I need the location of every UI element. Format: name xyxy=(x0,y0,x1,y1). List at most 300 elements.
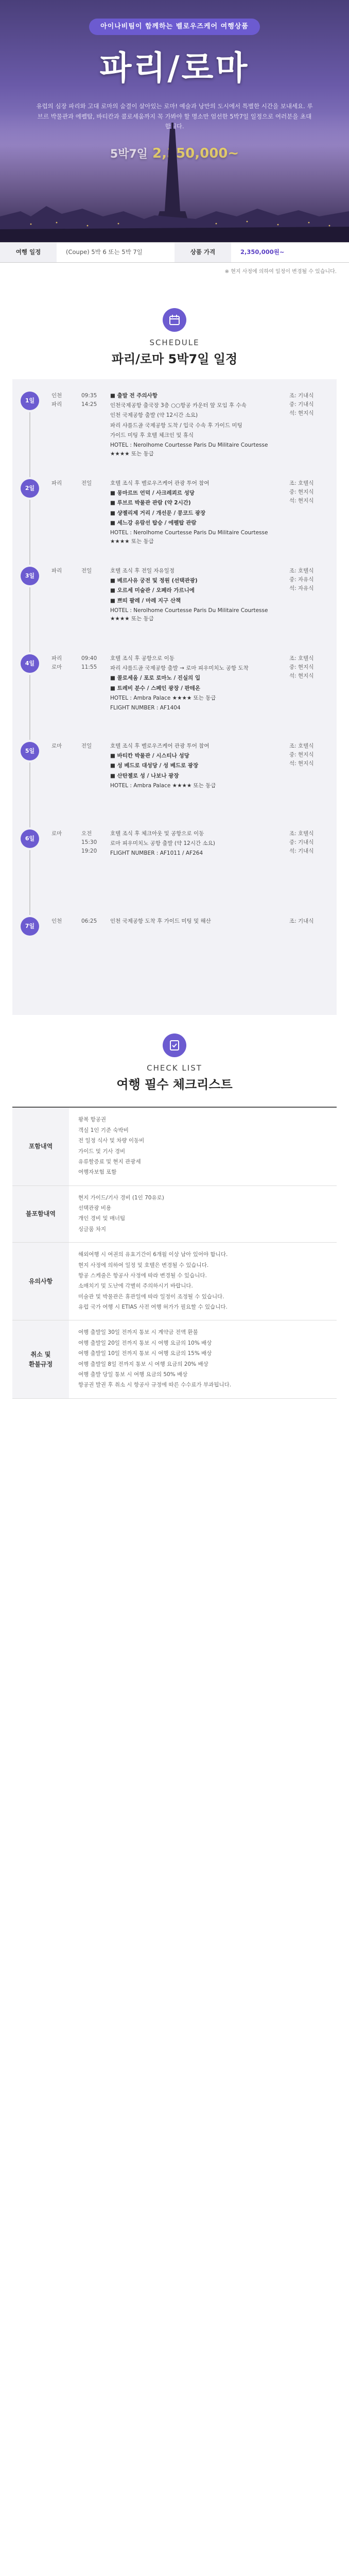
checklist-row xyxy=(12,1108,337,1185)
time-cell xyxy=(81,435,110,444)
day-times xyxy=(81,479,110,549)
place-cell xyxy=(51,759,81,768)
day-item xyxy=(12,742,337,812)
time-cell xyxy=(81,865,110,873)
day-times xyxy=(81,829,110,900)
place-cell xyxy=(51,794,81,803)
day-description xyxy=(110,917,289,987)
checklist-value xyxy=(69,1320,337,1398)
day-item xyxy=(12,829,337,900)
place-cell xyxy=(51,698,81,707)
place-cell xyxy=(51,681,81,689)
meal-cell xyxy=(289,418,328,427)
meal-cell xyxy=(289,856,328,865)
description-line: ■ 출발 전 주의사항 xyxy=(110,392,158,399)
meal-cell xyxy=(289,540,328,549)
checklist-table xyxy=(12,1107,337,1398)
description-line: HOTEL : Nerolhome Courtesse Paris Du Militaire Courtesse ★★★★ 또는 동급 xyxy=(110,530,268,545)
place-cell xyxy=(51,970,81,978)
place-cell xyxy=(51,488,81,497)
meal-cell xyxy=(289,532,328,540)
checklist-line: 가이드 및 기사 경비 xyxy=(78,1148,126,1155)
place-cell xyxy=(51,575,81,584)
day-badge xyxy=(21,567,51,637)
meal-cell xyxy=(289,427,328,435)
meal-cell xyxy=(289,453,328,462)
checklist-line: 미술관 및 박물관은 휴관일에 따라 일정이 조정될 수 있습니다. xyxy=(78,1293,224,1300)
meal-cell xyxy=(289,681,328,689)
meal-cell xyxy=(289,794,328,803)
time-cell xyxy=(81,575,110,584)
place-cell xyxy=(51,427,81,435)
checklist-line: 여행자보험 포함 xyxy=(78,1169,117,1176)
meal-cell: 석: 자유식 xyxy=(289,585,314,591)
description-line: HOTEL : Ambra Palace ★★★★ 또는 동급 xyxy=(110,695,216,701)
day-badge xyxy=(21,917,51,987)
time-cell xyxy=(81,497,110,505)
day-meals xyxy=(289,917,328,987)
time-cell xyxy=(81,873,110,882)
day-times xyxy=(81,742,110,812)
time-cell xyxy=(81,856,110,865)
meal-cell: 석: 현지식 xyxy=(289,760,314,767)
time-cell xyxy=(81,514,110,523)
day-times xyxy=(81,917,110,987)
meal-cell xyxy=(289,786,328,794)
description-line: 인천 국제공항 출발 (약 12시간 소요) xyxy=(110,412,198,419)
day-description xyxy=(110,654,289,724)
place-cell xyxy=(51,532,81,540)
place-cell xyxy=(51,611,81,619)
checklist-line: 선택관광 비용 xyxy=(78,1205,112,1211)
time-cell xyxy=(81,961,110,970)
time-cell: 14:25 xyxy=(81,401,97,408)
description-line: ■ 베르사유 궁전 및 정원 (선택관광) xyxy=(110,578,198,584)
place-cell xyxy=(51,497,81,505)
place-cell xyxy=(51,584,81,593)
checklist-line: 싱글룸 차지 xyxy=(78,1226,107,1232)
meal-cell: 중: 기내식 xyxy=(289,401,314,408)
day-item xyxy=(12,479,337,549)
checklist-label: 취소 및 환불규정 xyxy=(12,1320,69,1398)
time-cell xyxy=(81,978,110,987)
meal-cell xyxy=(289,689,328,698)
place-cell xyxy=(51,672,81,681)
time-cell xyxy=(81,952,110,961)
day-number: 7일 xyxy=(21,917,39,936)
checklist-label: 포함내역 xyxy=(12,1108,69,1185)
day-times xyxy=(81,654,110,724)
place-cell xyxy=(51,602,81,611)
time-cell: 15:30 xyxy=(81,839,97,845)
day-meals xyxy=(289,654,328,724)
day-item xyxy=(12,917,337,987)
city-skyline-illustration xyxy=(0,113,349,242)
day-description xyxy=(110,829,289,900)
description-line: ■ 몽마르뜨 언덕 / 사크레쾨르 성당 xyxy=(110,490,195,497)
day-description xyxy=(110,742,289,812)
place-cell xyxy=(51,882,81,891)
meal-cell xyxy=(289,619,328,628)
meal-cell: 조: 기내식 xyxy=(289,392,314,399)
place-cell: 로마 xyxy=(51,830,62,837)
meal-cell xyxy=(289,803,328,812)
description-line: ■ 트레비 분수 / 스페인 광장 / 판테온 xyxy=(110,685,201,691)
description-line: ■ 성 베드로 대성당 / 성 베드로 광장 xyxy=(110,762,199,769)
time-cell xyxy=(81,453,110,462)
meal-cell: 조: 호텔식 xyxy=(289,830,314,837)
trip-info-row xyxy=(0,242,349,263)
meal-cell xyxy=(289,935,328,943)
checklist-line: 여행 출발일 30일 전까지 통보 시 계약금 전액 환불 xyxy=(78,1329,198,1336)
description-line: HOTEL : Nerolhome Courtesse Paris Du Militaire Courtesse ★★★★ 또는 동급 xyxy=(110,442,268,457)
meal-cell: 석: 현지식 xyxy=(289,497,314,504)
day-description xyxy=(110,567,289,637)
meal-cell xyxy=(289,505,328,514)
place-cell xyxy=(51,777,81,786)
timeline-line xyxy=(29,762,30,827)
time-cell xyxy=(81,593,110,602)
meal-cell: 조: 기내식 xyxy=(289,918,314,924)
place-cell xyxy=(51,952,81,961)
place-cell xyxy=(51,523,81,532)
day-meals xyxy=(289,479,328,549)
description-line: 호텔 조식 후 벨로우즈케어 관광 투어 참여 xyxy=(110,480,210,486)
meal-cell: 중: 자유식 xyxy=(289,576,314,583)
description-line: FLIGHT NUMBER : AF1011 / AF264 xyxy=(110,850,203,857)
meal-cell: 중: 기내식 xyxy=(289,839,314,845)
place-cell xyxy=(51,619,81,628)
place-cell: 로마 xyxy=(51,742,62,749)
place-cell xyxy=(51,786,81,794)
meal-cell xyxy=(289,926,328,935)
meal-cell xyxy=(289,444,328,453)
time-cell xyxy=(81,943,110,952)
time-cell xyxy=(81,777,110,786)
price-value: 2,350,000원~ xyxy=(240,248,285,256)
checklist-line: 여행 출발일 20일 전까지 통보 시 여행 요금의 10% 배상 xyxy=(78,1340,212,1346)
schedule-list xyxy=(12,379,337,1015)
day-item xyxy=(12,567,337,637)
timeline-line xyxy=(29,675,30,740)
time-cell: 전일 xyxy=(81,480,92,486)
time-cell: 11:55 xyxy=(81,664,97,670)
description-line: 호텔 조식 후 체크아웃 및 공항으로 이동 xyxy=(110,830,204,837)
place-cell xyxy=(51,707,81,716)
place-cell xyxy=(51,865,81,873)
time-cell xyxy=(81,970,110,978)
day-number: 6일 xyxy=(21,829,39,848)
day-body xyxy=(51,479,328,549)
place-cell: 인천 xyxy=(51,918,62,924)
place-cell xyxy=(51,418,81,427)
place-cell xyxy=(51,768,81,777)
description-line: 파리 샤를드골 국제공항 출발 → 로마 피우미치노 공항 도착 xyxy=(110,665,249,672)
description-line: ■ 바티칸 박물관 / 시스티나 성당 xyxy=(110,753,189,759)
time-cell xyxy=(81,427,110,435)
place-cell xyxy=(51,873,81,882)
meal-cell xyxy=(289,523,328,532)
time-cell: 전일 xyxy=(81,742,92,749)
time-cell xyxy=(81,689,110,698)
place-cell xyxy=(51,444,81,453)
meal-cell xyxy=(289,707,328,716)
checklist-line: 왕복 항공권 xyxy=(78,1116,107,1123)
checklist-line: 현지 가이드/기사 경비 (1인 70유로) xyxy=(78,1194,164,1201)
checklist-line: 항공권 발권 후 취소 시 항공사 규정에 따른 수수료가 부과됩니다. xyxy=(78,1382,232,1388)
place-cell xyxy=(51,751,81,759)
meal-cell xyxy=(289,873,328,882)
checklist-row xyxy=(12,1320,337,1398)
place-cell: 로마 xyxy=(51,664,62,670)
hero-title: 파리/로마 xyxy=(99,49,250,88)
time-cell xyxy=(81,523,110,532)
day-number: 1일 xyxy=(21,392,39,410)
meal-cell xyxy=(289,961,328,970)
time-cell xyxy=(81,803,110,812)
time-cell: 전일 xyxy=(81,567,92,574)
day-places xyxy=(51,829,81,900)
description-line: ■ 쁘띠 팔레 / 마레 지구 산책 xyxy=(110,597,181,604)
place-cell xyxy=(51,453,81,462)
time-cell xyxy=(81,409,110,418)
time-cell: 09:35 xyxy=(81,392,97,399)
timeline-line xyxy=(29,587,30,652)
checklist-line: 항공 스케줄은 항공사 사정에 따라 변경될 수 있습니다. xyxy=(78,1272,207,1279)
description-line: ■ 루브르 박물관 관람 (약 2시간) xyxy=(110,500,191,506)
place-cell: 파리 xyxy=(51,567,62,574)
time-cell xyxy=(81,759,110,768)
day-times xyxy=(81,392,110,462)
time-cell xyxy=(81,505,110,514)
time-cell xyxy=(81,891,110,900)
meal-cell: 조: 호텔식 xyxy=(289,567,314,574)
place-cell xyxy=(51,943,81,952)
hero-badge: 아이나비팀이 함께하는 벨로우즈케어 여행상품 xyxy=(89,19,260,35)
day-places xyxy=(51,479,81,549)
time-cell xyxy=(81,628,110,637)
time-cell xyxy=(81,681,110,689)
checklist-line: 개인 경비 및 매너팁 xyxy=(78,1215,126,1222)
description-line: 호텔 조식 후 전일 자유일정 xyxy=(110,567,174,574)
checklist-row xyxy=(12,1186,337,1243)
meal-cell: 석: 현지식 xyxy=(289,410,314,416)
day-meals xyxy=(289,567,328,637)
place-cell xyxy=(51,435,81,444)
meal-cell: 석: 기내식 xyxy=(289,848,314,854)
description-line: ■ 산탄젤로 성 / 나보나 광장 xyxy=(110,772,179,779)
description-line: 호텔 조식 후 벨로우즈케어 관광 투어 참여 xyxy=(110,742,210,749)
meal-cell xyxy=(289,952,328,961)
place-cell xyxy=(51,505,81,514)
meal-cell xyxy=(289,865,328,873)
meal-cell xyxy=(289,435,328,444)
meal-cell xyxy=(289,978,328,987)
hero-description: 유럽의 심장 파리와 고대 로마의 숨결이 살아있는 로마! 예술과 낭만의 도시에서 특별한 시간을 보내세요. 루 xyxy=(36,103,313,110)
day-badge xyxy=(21,654,51,724)
timeline-line xyxy=(29,500,30,565)
checklist-title-ko: 여행 필수 체크리스트 xyxy=(116,1077,233,1092)
checklist-icon xyxy=(163,1033,186,1057)
day-body xyxy=(51,917,328,987)
description-line: 로마 피우미치노 공항 출발 (약 12시간 소요) xyxy=(110,840,215,847)
place-cell xyxy=(51,628,81,637)
checklist-line: 해외여행 시 여권의 유효기간이 6개월 이상 남아 있어야 합니다. xyxy=(78,1251,228,1258)
time-cell: 19:20 xyxy=(81,848,97,854)
time-cell: 09:40 xyxy=(81,655,97,662)
place-cell xyxy=(51,926,81,935)
description-line: ■ 샹젤리제 거리 / 개선문 / 콩코드 광장 xyxy=(110,510,206,516)
meal-cell xyxy=(289,698,328,707)
time-cell xyxy=(81,619,110,628)
description-line: HOTEL : Nerolhome Courtesse Paris Du Militaire Courtesse ★★★★ 또는 동급 xyxy=(110,607,268,622)
checklist-row xyxy=(12,1243,337,1320)
time-cell xyxy=(81,611,110,619)
day-places xyxy=(51,742,81,812)
checklist-line: 여행 출발일 8일 전까지 통보 시 여행 요금의 20% 배상 xyxy=(78,1361,208,1367)
day-description xyxy=(110,479,289,549)
checklist-line: 유럽 국가 여행 시 ETIAS 사전 여행 허가가 필요할 수 있습니다. xyxy=(78,1304,228,1310)
schedule-header xyxy=(0,291,349,379)
checklist-line: 유류할증료 및 현지 관광세 xyxy=(78,1158,141,1165)
day-badge xyxy=(21,479,51,549)
checklist-title-en: CHECK LIST xyxy=(147,1063,202,1073)
checklist-label: 불포함내역 xyxy=(12,1186,69,1243)
time-cell xyxy=(81,768,110,777)
meal-cell xyxy=(289,768,328,777)
day-body xyxy=(51,654,328,724)
day-places xyxy=(51,654,81,724)
time-cell xyxy=(81,786,110,794)
day-number: 3일 xyxy=(21,567,39,585)
time-cell xyxy=(81,540,110,549)
day-item xyxy=(12,654,337,724)
meal-cell xyxy=(289,514,328,523)
place-cell xyxy=(51,891,81,900)
day-number: 4일 xyxy=(21,654,39,673)
place-cell: 파리 xyxy=(51,401,62,408)
time-cell xyxy=(81,751,110,759)
place-cell: 파리 xyxy=(51,655,62,662)
time-cell xyxy=(81,444,110,453)
day-meals xyxy=(289,392,328,462)
time-cell xyxy=(81,794,110,803)
meal-cell: 조: 호텔식 xyxy=(289,742,314,749)
calendar-icon xyxy=(163,308,186,332)
description-line: ■ 오르세 미술관 / 오페라 가르니에 xyxy=(110,587,195,594)
place-cell xyxy=(51,716,81,724)
checklist-line: 소매치기 및 도난에 각별히 주의하시기 바랍니다. xyxy=(78,1283,193,1290)
day-badge xyxy=(21,829,51,900)
time-cell: 06:25 xyxy=(81,918,97,924)
description-line: ■ 세느강 유람선 탑승 / 에펠탑 관람 xyxy=(110,520,197,526)
meal-cell: 조: 호텔식 xyxy=(289,480,314,486)
checklist-line: 여행 출발일 10일 전까지 통보 시 여행 요금의 15% 배상 xyxy=(78,1350,212,1357)
schedule-label: 여행 일정 xyxy=(0,243,57,262)
time-cell xyxy=(81,935,110,943)
time-cell xyxy=(81,672,110,681)
description-line: 파리 샤를드골 국제공항 도착 / 입국 수속 후 가이드 미팅 xyxy=(110,422,242,429)
place-cell xyxy=(51,856,81,865)
description-line: FLIGHT NUMBER : AF1404 xyxy=(110,705,181,711)
place-cell: 인천 xyxy=(51,392,62,399)
place-cell xyxy=(51,978,81,987)
checklist-line: 현지 사정에 의하여 일정 및 호텔은 변경될 수 있습니다. xyxy=(78,1262,209,1268)
day-badge xyxy=(21,742,51,812)
day-meals xyxy=(289,742,328,812)
price-label: 상품 가격 xyxy=(174,243,231,262)
time-cell xyxy=(81,532,110,540)
place-cell xyxy=(51,838,81,847)
timeline-line xyxy=(29,412,30,477)
day-places xyxy=(51,917,81,987)
day-badge xyxy=(21,392,51,462)
meal-cell: 중: 현지식 xyxy=(289,488,314,495)
place-cell xyxy=(51,540,81,549)
place-cell xyxy=(51,935,81,943)
place-cell xyxy=(51,803,81,812)
meal-cell xyxy=(289,628,328,637)
time-cell xyxy=(81,716,110,724)
checklist-header xyxy=(0,1015,349,1107)
description-line: ■ 콜로세움 / 포로 로마노 / 진실의 입 xyxy=(110,675,201,682)
meal-cell xyxy=(289,882,328,891)
time-cell xyxy=(81,488,110,497)
meal-cell xyxy=(289,943,328,952)
timeline-line xyxy=(29,850,30,915)
meal-cell xyxy=(289,716,328,724)
time-cell xyxy=(81,602,110,611)
meal-cell: 중: 현지식 xyxy=(289,751,314,758)
checklist-value xyxy=(69,1186,337,1243)
meal-cell xyxy=(289,593,328,602)
day-places xyxy=(51,392,81,462)
day-body xyxy=(51,742,328,812)
meal-cell xyxy=(289,611,328,619)
schedule-title-ko: 파리/로마 5박7일 일정 xyxy=(111,351,238,366)
place-cell xyxy=(51,961,81,970)
place-cell xyxy=(51,593,81,602)
time-cell xyxy=(81,882,110,891)
checklist-line: 전 일정 식사 및 차량 이동비 xyxy=(78,1138,145,1144)
description-line: 인천국제공항 출국장 3층 ○○항공 카운터 앞 모임 후 수속 xyxy=(110,402,247,409)
description-line: 인천 국제공항 도착 후 가이드 미팅 및 해산 xyxy=(110,918,211,924)
day-item xyxy=(12,392,337,462)
checklist-label: 유의사항 xyxy=(12,1243,69,1320)
time-cell xyxy=(81,418,110,427)
day-body xyxy=(51,829,328,900)
place-cell xyxy=(51,847,81,856)
day-number: 2일 xyxy=(21,479,39,498)
description-line: 호텔 조식 후 공항으로 이동 xyxy=(110,655,174,662)
time-cell xyxy=(81,698,110,707)
schedule-value: (Coupe) 5박 6 또는 5박 7일 xyxy=(66,248,143,256)
time-cell: 오전 xyxy=(81,830,92,837)
place-cell: 파리 xyxy=(51,480,62,486)
time-cell xyxy=(81,707,110,716)
schedule-change-note: ※ 현지 사정에 의하여 일정이 변경될 수 있습니다. xyxy=(224,269,337,275)
meal-cell: 조: 호텔식 xyxy=(289,655,314,662)
meal-cell xyxy=(289,970,328,978)
day-meals xyxy=(289,829,328,900)
checklist-value xyxy=(69,1108,337,1185)
checklist-line: 여행 출발 당일 통보 시 여행 요금의 50% 배상 xyxy=(78,1371,188,1378)
meal-cell xyxy=(289,891,328,900)
meal-cell xyxy=(289,777,328,786)
place-cell xyxy=(51,409,81,418)
time-cell xyxy=(81,584,110,593)
day-times xyxy=(81,567,110,637)
